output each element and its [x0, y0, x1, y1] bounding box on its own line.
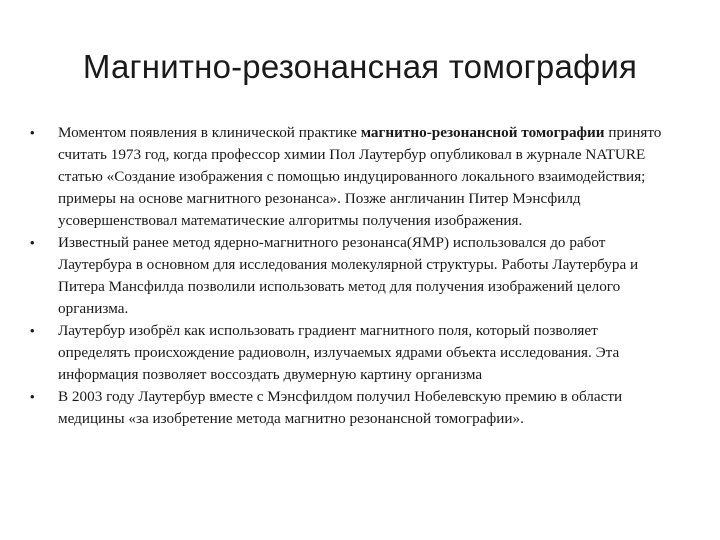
bullet-text-intro: Моментом появления в клинической практике [58, 124, 361, 141]
bullet-icon: • [30, 323, 35, 338]
bullet-text: В 2003 году Лаутербур вместе с Мэнсфилдом получил Нобелевскую премию в области медицины «за изобретение метода магнитно резонансной томографии». [58, 388, 623, 427]
bullet-item-1 [30, 122, 670, 232]
bullet-icon: • [30, 235, 35, 250]
slide-title: Магнитно-резонансная томография [82, 48, 638, 85]
bullet-text: Лаутербур изобрёл как использовать градиент магнитного поля, который позволяет определять происхождение радиоволн, излучаемых ядрами объекта исследования. Эта информация позволяет воссоздать двумерную картину организма [58, 322, 620, 383]
bullet-icon: • [30, 389, 35, 404]
bullet-list [30, 122, 670, 430]
bullet-text-bold-term: магнитно-резонансной томографии [360, 124, 605, 141]
bullet-text-rest: принято считать 1973 год, когда профессор химии Пол Лаутербур опубликовал в журнале NATURE статью «Создание изображения с помощью индуцированного локального взаимодействия; примеры на основе магнитного резонанса». Позже англичанин Питер Мэнсфилд усовершенствовал математические алгоритмы получения изображения. [58, 124, 662, 229]
bullet-item-4 [30, 386, 670, 430]
bullet-item-2 [30, 232, 670, 320]
bullet-icon: • [30, 125, 35, 140]
bullet-item-3 [30, 320, 670, 386]
bullet-text: Известный ранее метод ядерно-магнитного резонанса(ЯМР) использовался до работ Лаутербура в основном для исследования молекулярной структуры. Работы Лаутербура и Питера Мансфилда позволили использовать метод для получения изображений целого организма. [58, 234, 639, 317]
